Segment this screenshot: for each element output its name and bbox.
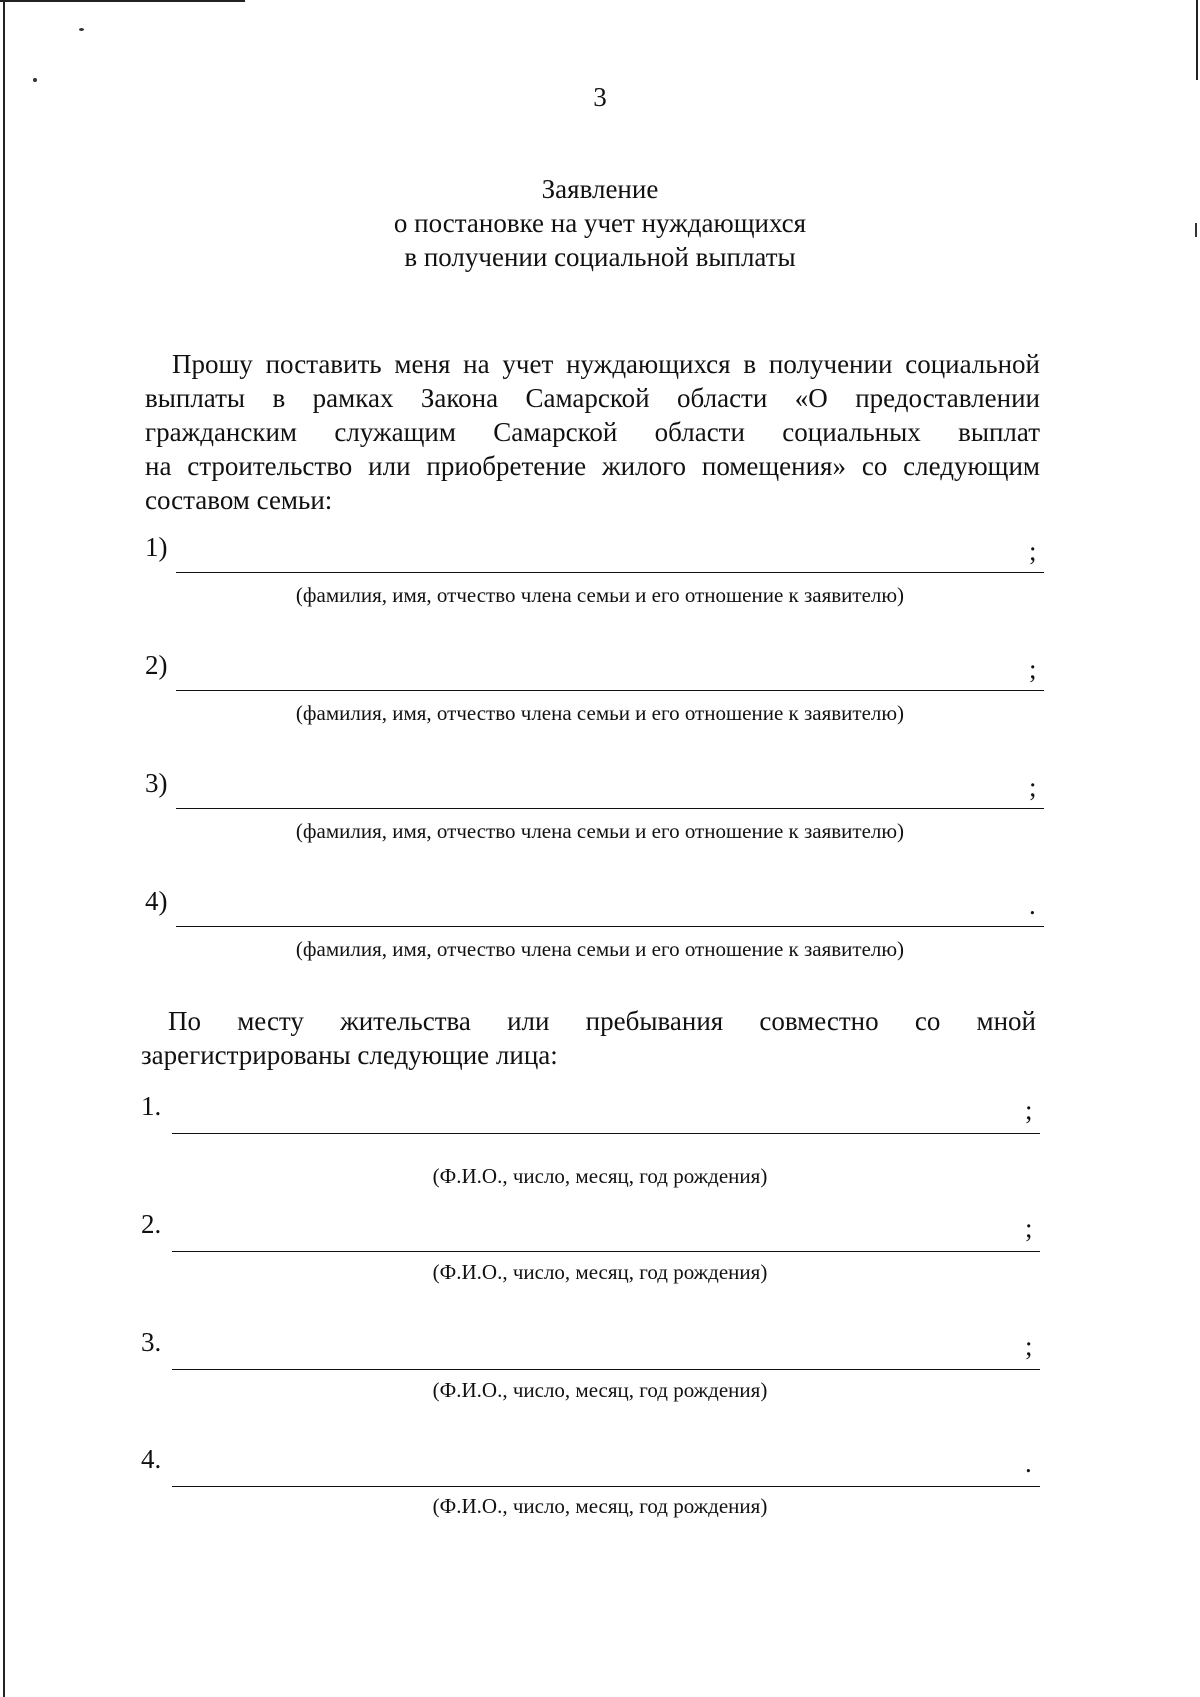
registered-person-input-line[interactable] (172, 1369, 1040, 1370)
field-caption: (фамилия, имя, отчество члена семьи и его отношение к заявителю) (295, 701, 905, 725)
registered-person-input-line[interactable] (172, 1133, 1040, 1134)
family-member-input-line[interactable] (176, 808, 1044, 809)
entry-number: 1. (141, 1091, 162, 1121)
family-member-input-line[interactable] (176, 690, 1044, 691)
entry-end-mark: . (1025, 1448, 1032, 1478)
title-line: Заявление (541, 174, 659, 204)
entry-end-mark: ; (1029, 536, 1037, 566)
entry-number: 2. (141, 1209, 162, 1239)
entry-number: 2) (145, 650, 168, 680)
field-caption: (фамилия, имя, отчество члена семьи и его отношение к заявителю) (295, 819, 905, 843)
paragraph-line: на строительство или приобретение жилого помещения» со следующим (145, 451, 1040, 481)
entry-end-mark: ; (1029, 772, 1037, 802)
field-caption: (Ф.И.О., число, месяц, год рождения) (432, 1164, 768, 1188)
registered-paragraph (141, 1004, 1036, 1072)
entry-number: 4. (141, 1444, 162, 1474)
entry-number: 3. (141, 1327, 162, 1357)
family-member-input-line[interactable] (176, 926, 1044, 927)
registered-person-input-line[interactable] (172, 1251, 1040, 1252)
entry-end-mark: . (1029, 890, 1036, 920)
title-line: в получении социальной выплаты (404, 242, 796, 272)
field-caption: (Ф.И.О., число, месяц, год рождения) (432, 1260, 768, 1284)
field-caption: (Ф.И.О., число, месяц, год рождения) (432, 1378, 768, 1402)
entry-number: 1) (145, 532, 168, 562)
field-caption: (фамилия, имя, отчество члена семьи и его отношение к заявителю) (295, 583, 905, 607)
field-caption: (Ф.И.О., число, месяц, год рождения) (432, 1494, 768, 1518)
title-line: о постановке на учет нуждающихся (393, 208, 807, 238)
entry-end-mark: ; (1025, 1095, 1033, 1125)
paragraph-line: По месту жительства или пребывания совместно со мной (168, 1006, 1036, 1036)
registered-person-input-line[interactable] (172, 1486, 1040, 1487)
scan-edge-right (1196, 0, 1198, 80)
scan-edge-top (0, 0, 245, 2)
entry-end-mark: ; (1025, 1213, 1033, 1243)
page-number: 3 (593, 82, 607, 112)
entry-end-mark: ; (1025, 1331, 1033, 1361)
entry-end-mark: ; (1029, 654, 1037, 684)
paragraph-line: составом семьи: (145, 485, 333, 515)
document-title (0, 172, 1200, 274)
request-paragraph (145, 347, 1040, 517)
family-member-input-line[interactable] (176, 572, 1044, 573)
paragraph-line: зарегистрированы следующие лица: (141, 1040, 558, 1070)
paragraph-line: выплаты в рамках Закона Самарской области «О предоставлении (145, 383, 1040, 413)
paragraph-line: Прошу поставить меня на учет нуждающихся в получении социальной (172, 349, 1040, 379)
entry-number: 3) (145, 768, 168, 798)
entry-number: 4) (145, 886, 168, 916)
paragraph-line: гражданским служащим Самарской области социальных выплат (145, 417, 1040, 447)
field-caption: (фамилия, имя, отчество члена семьи и его отношение к заявителю) (295, 937, 905, 961)
scan-speck (79, 28, 84, 31)
